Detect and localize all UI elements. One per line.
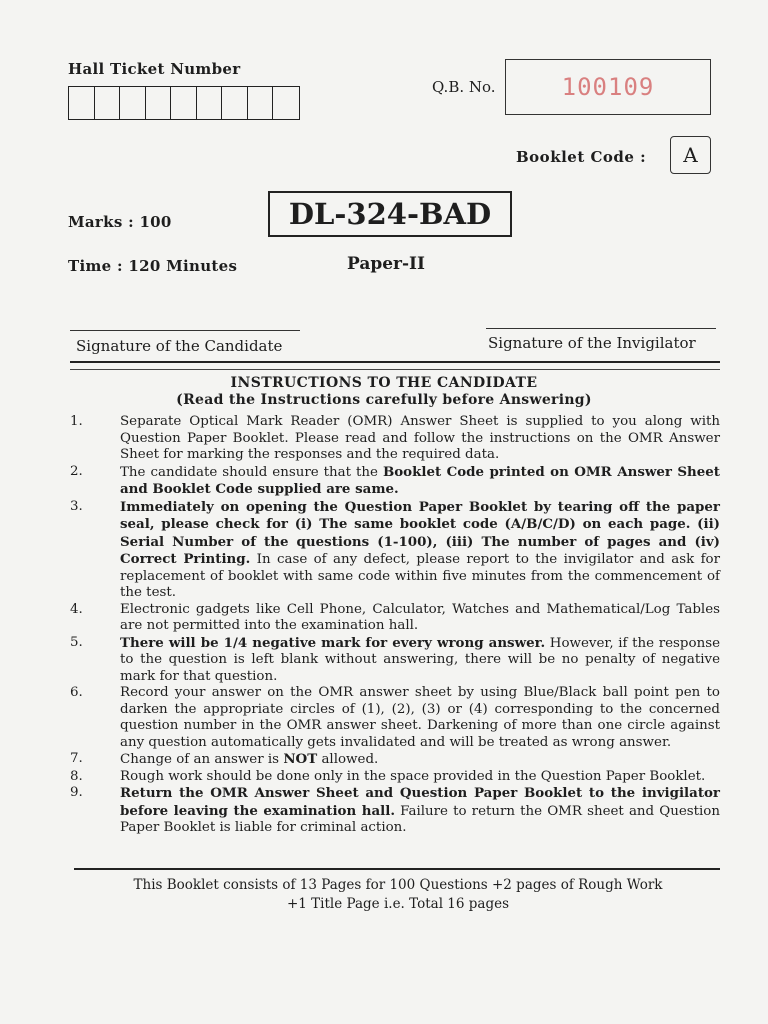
ticket-digit-box[interactable] (171, 87, 197, 119)
qb-number-box (505, 59, 711, 115)
instruction-text (120, 785, 720, 837)
marks-label: Marks : 100 (68, 213, 172, 231)
page-count-note: This Booklet consists of 13 Pages for 100 Questions +2 pages of Rough Work (133, 877, 663, 893)
instruction-bold-text: NOT (283, 751, 318, 767)
instruction-text (120, 602, 720, 635)
instruction-text (120, 635, 720, 686)
instruction-number: 1. (70, 414, 83, 429)
instruction-text-part: In case of any defect, please report to the invigilator and ask for replacement of booklet with same code within five minutes from the commencement of the test. (120, 552, 720, 600)
instruction-item (70, 464, 720, 499)
instruction-bold-text: Immediately on opening the Question Paper Booklet by tearing off the paper seal, please check for (i) The same booklet code (A/B/C/D) on each page. (ii) Serial Number of the questions (1-100), (iii) The number of pages and (iv) Correct Printing. (120, 498, 720, 567)
instruction-item (70, 499, 720, 602)
candidate-signature-line[interactable] (70, 330, 300, 331)
instruction-text-part: The candidate should ensure that the (120, 464, 383, 480)
paper-code: DL-324-BAD (288, 197, 492, 231)
instructions-list (70, 414, 720, 837)
instruction-text-part: Separate Optical Mark Reader (OMR) Answer Sheet is supplied to you along with Question Paper Booklet. Please read and follow the instructions on the OMR Answer Sheet for marking the responses and the required data. (120, 414, 720, 462)
instruction-item (70, 751, 720, 769)
ticket-digit-box[interactable] (146, 87, 172, 119)
instruction-text (120, 751, 720, 769)
page-count-note-continued: +1 Title Page i.e. Total 16 pages (286, 896, 510, 912)
instruction-item (70, 414, 720, 464)
instruction-text-part: Electronic gadgets like Cell Phone, Calculator, Watches and Mathematical/Log Tables are not permitted into the examination hall. (120, 601, 720, 633)
instruction-text (120, 769, 720, 786)
instruction-text-part: Rough work should be done only in the space provided in the Question Paper Booklet. (120, 768, 706, 784)
instruction-bold-text: Return the OMR Answer Sheet and Question Paper Booklet to the invigilator before leaving the examination hall. (120, 785, 720, 819)
instruction-text-part: Change of an answer is (120, 752, 284, 767)
section-divider (70, 361, 720, 363)
hall-ticket-label: Hall Ticket Number (68, 60, 241, 78)
time-label: Time : 120 Minutes (68, 257, 238, 275)
ticket-digit-box[interactable] (222, 87, 248, 119)
ticket-digit-box[interactable] (273, 87, 299, 119)
invigilator-signature-line[interactable] (486, 328, 716, 329)
instruction-text-part: However, if the response to the question is left blank without answering, there will be no penalty of negative mark for that question. (120, 635, 720, 684)
instruction-text-part: allowed. (317, 752, 379, 767)
qb-number-value: 100109 (561, 73, 655, 101)
paper-code-box (268, 191, 512, 237)
candidate-signature-label: Signature of the Candidate (76, 337, 283, 355)
instruction-text-part: Failure to return the OMR sheet and Question Paper Booklet is liable for criminal action. (120, 803, 720, 835)
paper-label: Paper-II (347, 254, 425, 274)
instruction-text (120, 464, 720, 499)
instruction-item (70, 685, 720, 751)
instruction-text (120, 685, 720, 751)
invigilator-signature-label: Signature of the Invigilator (488, 334, 696, 352)
instruction-item (70, 602, 720, 635)
qb-number-label: Q.B. No. (432, 78, 496, 96)
instruction-number: 6. (70, 685, 83, 700)
instruction-item (70, 635, 720, 686)
ticket-digit-box[interactable] (95, 87, 121, 119)
ticket-digit-box[interactable] (248, 87, 274, 119)
instructions-title: INSTRUCTIONS TO THE CANDIDATE (230, 375, 538, 391)
ticket-digit-box[interactable] (197, 87, 223, 119)
ticket-digit-box[interactable] (120, 87, 146, 119)
instruction-number: 4. (70, 601, 83, 617)
booklet-code-box (670, 136, 711, 174)
instruction-number: 5. (70, 634, 83, 650)
instruction-bold-text: Booklet Code printed on OMR Answer Sheet and Booklet Code supplied are same. (120, 463, 720, 497)
hall-ticket-number-boxes[interactable] (68, 86, 300, 120)
instruction-text-part: Record your answer on the OMR answer sheet by using Blue/Black ball point pen to darken the appropriate circles of (1), (2), (3) or (4) corresponding to the concerned question number in the OMR answer sheet. Darkening of more than one circle against any question automatically gets invalidated and will be treated as wrong answer. (120, 685, 720, 750)
footer-divider (74, 868, 720, 870)
instruction-number: 7. (70, 751, 83, 766)
booklet-code-value: A (683, 143, 698, 167)
instruction-number: 3. (70, 498, 83, 514)
section-divider (70, 369, 720, 370)
instruction-text (120, 414, 720, 464)
instruction-number: 9. (70, 785, 83, 800)
instruction-item (70, 785, 720, 837)
instruction-bold-text: There will be 1/4 negative mark for every wrong answer. (120, 634, 546, 651)
instruction-item (70, 769, 720, 786)
instruction-number: 8. (70, 768, 83, 784)
booklet-code-label: Booklet Code : (516, 148, 647, 166)
ticket-digit-box[interactable] (69, 87, 95, 119)
instruction-text (120, 499, 720, 602)
instructions-subtitle: (Read the Instructions carefully before Answering) (176, 392, 592, 408)
instruction-number: 2. (70, 463, 83, 479)
